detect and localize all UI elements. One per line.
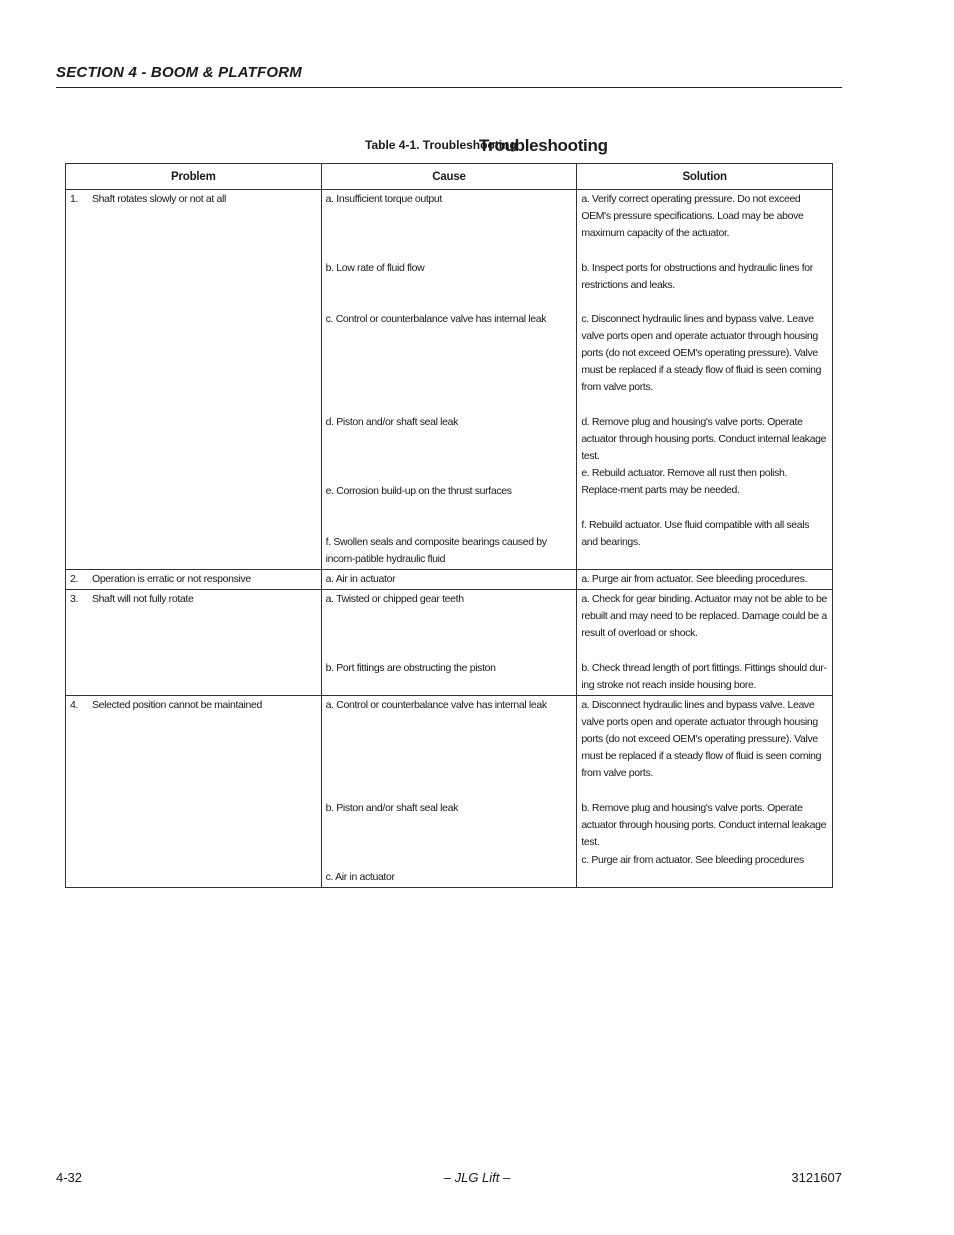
column-header-cause: Cause: [321, 164, 577, 190]
section-header: SECTION 4 - BOOM & PLATFORM: [56, 64, 842, 88]
solution-cell: [577, 590, 833, 696]
table-row: [66, 190, 833, 570]
solution-cell: [577, 190, 833, 570]
cause-item: a. Air in actuator: [325, 573, 396, 585]
troubleshooting-table: [65, 163, 833, 888]
cause-item: a. Twisted or chipped gear teeth: [325, 593, 464, 605]
column-header-problem: Problem: [66, 164, 322, 190]
cause-cell: [321, 590, 577, 696]
solution-item: d. Remove plug and housing's valve ports. Operate actuator through housing ports. Conduct internal leakage test.: [581, 416, 827, 462]
solution-item: f. Rebuild actuator. Use fluid compatible with all seals and bearings.: [581, 519, 810, 548]
problem-cell: [66, 570, 322, 590]
solution-cell: [577, 696, 833, 888]
cause-cell: [321, 190, 577, 570]
problem-cell: [66, 190, 322, 570]
cause-item: c. Air in actuator: [325, 871, 395, 883]
solution-item: b. Inspect ports for obstructions and hydraulic lines for restrictions and leaks.: [581, 262, 813, 291]
problem-text: Operation is erratic or not responsive: [92, 573, 251, 585]
problem-text: Shaft rotates slowly or not at all: [92, 193, 227, 205]
solution-item: a. Verify correct operating pressure. Do not exceed OEM's pressure specifications. Load may be above maximum capacity of the actuator.: [581, 193, 804, 239]
solution-item: a. Check for gear binding. Actuator may not be able to be rebuilt and may need to be replaced. Damage could be a result of overload or shock.: [581, 593, 827, 639]
solution-cell: [577, 570, 833, 590]
cause-item: d. Piston and/or shaft seal leak: [325, 416, 459, 428]
solution-item: a. Disconnect hydraulic lines and bypass valve. Leave valve ports open and operate actuator through housing ports (do not exceed OEM's operating pressure). Valve must be replaced if a steady flow of fluid is seen coming from valve ports.: [581, 699, 822, 779]
table-row: [66, 590, 833, 696]
table-title-area: [0, 136, 900, 160]
column-header-solution: Solution: [577, 164, 833, 190]
table-row: [66, 696, 833, 888]
solution-item: a. Purge air from actuator. See bleeding procedures.: [581, 573, 808, 585]
cause-item: b. Low rate of fluid flow: [325, 262, 425, 274]
footer-publisher: – JLG Lift –: [443, 1170, 511, 1185]
problem-cell: [66, 696, 322, 888]
cause-item: b. Piston and/or shaft seal leak: [325, 802, 459, 814]
table-header-row: [66, 164, 833, 190]
solution-item: c. Purge air from actuator. See bleeding procedures: [581, 854, 804, 866]
solution-item: b. Remove plug and housing's valve ports. Operate actuator through housing ports. Conduct internal leakage test.: [581, 802, 827, 848]
cause-item: e. Corrosion build-up on the thrust surfaces: [325, 485, 512, 497]
solution-item: c. Disconnect hydraulic lines and bypass valve. Leave valve ports open and operate actuator through housing ports (do not exceed OEM's operating pressure). Valve must be replaced if a steady flow of fluid is seen coming from valve ports.: [581, 313, 822, 393]
table-row: [66, 570, 833, 590]
cause-item: f. Swollen seals and composite bearings caused by incom-patible hydraulic fluid: [325, 536, 547, 565]
table-caption: Table 4-1. Troubleshooting: [365, 138, 517, 152]
problem-text: Shaft will not fully rotate: [92, 593, 194, 605]
cause-item: c. Control or counterbalance valve has internal leak: [325, 313, 547, 325]
cause-cell: [321, 570, 577, 590]
section-title: Troubleshooting: [479, 136, 608, 155]
problem-number: 2.: [70, 573, 79, 585]
problem-number: 1.: [70, 193, 79, 205]
solution-item: e. Rebuild actuator. Remove all rust then polish. Replace-ment parts may be needed.: [581, 467, 788, 496]
page-number: 4-32: [56, 1170, 83, 1185]
problem-number: 3.: [70, 593, 79, 605]
solution-item: b. Check thread length of port fittings. Fittings should dur-ing stroke not reach inside housing bore.: [581, 662, 827, 691]
problem-number: 4.: [70, 699, 79, 711]
problem-cell: [66, 590, 322, 696]
cause-cell: [321, 696, 577, 888]
cause-item: a. Control or counterbalance valve has internal leak: [325, 699, 547, 711]
document-number: 3121607: [791, 1170, 842, 1185]
cause-item: a. Insufficient torque output: [325, 193, 442, 205]
cause-item: b. Port fittings are obstructing the piston: [325, 662, 496, 674]
problem-text: Selected position cannot be maintained: [92, 699, 262, 711]
